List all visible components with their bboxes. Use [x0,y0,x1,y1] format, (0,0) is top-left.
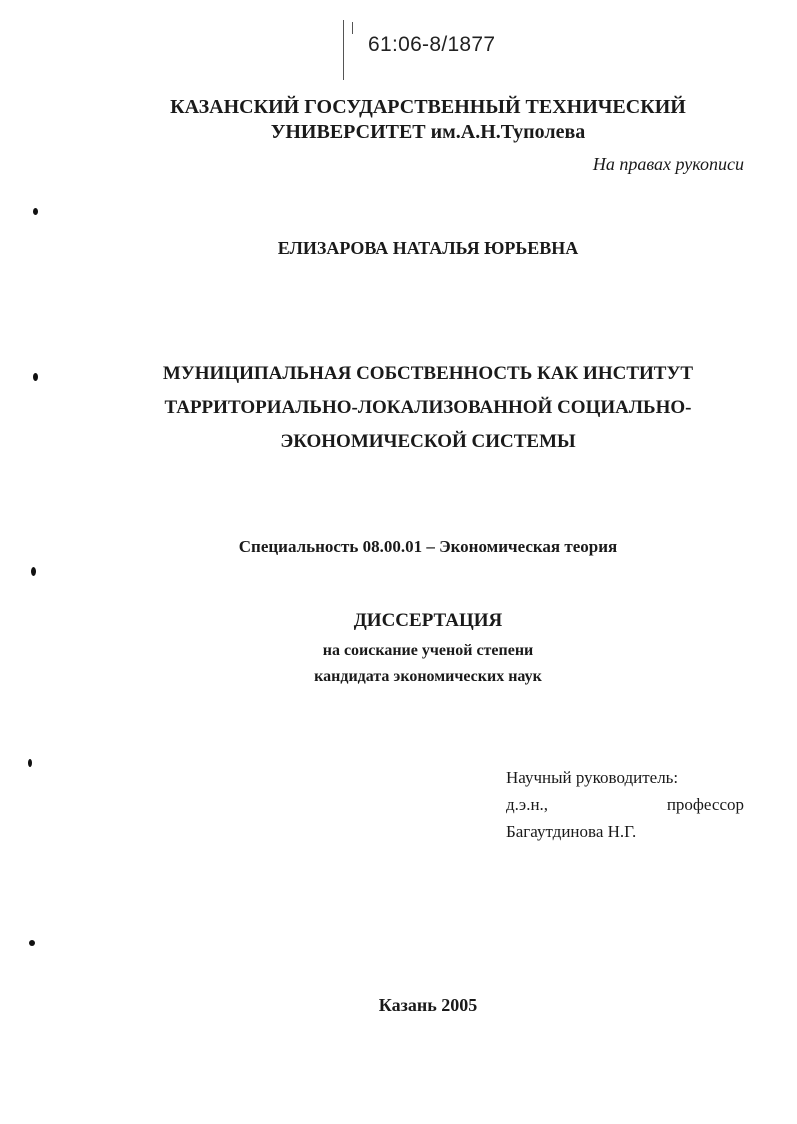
author-name: ЕЛИЗАРОВА НАТАЛЬЯ ЮРЬЕВНА [277,238,579,258]
university-name-line-1: КАЗАНСКИЙ ГОСУДАРСТВЕННЫЙ ТЕХНИЧЕСКИЙ [170,96,686,118]
supervisor-block [506,764,744,845]
punch-hole-mark [31,567,36,576]
punch-hole-mark [33,208,38,215]
dissertation-heading: ДИССЕРТАЦИЯ [353,610,503,631]
dissertation-title [0,357,797,459]
title-line-1: МУНИЦИПАЛЬНАЯ СОБСТВЕННОСТЬ КАК ИНСТИТУТ [162,363,694,384]
supervisor-credentials [506,791,744,818]
supervisor-rank: профессор [666,795,744,814]
title-line-2: ТАРРИТОРИАЛЬНО-ЛОКАЛИЗОВАННОЙ СОЦИАЛЬНО- [164,397,692,418]
specialty-line: Специальность 08.00.01 – Экономическая теория [238,537,618,556]
degree-line-1: на соискание ученой степени [322,642,534,659]
degree-line-2: кандидата экономических наук [314,668,542,685]
university-name [0,95,797,145]
supervisor-name: Багаутдинова Н.Г. [506,822,637,841]
city-year: Казань 2005 [378,995,478,1015]
degree-description [0,638,797,690]
university-name-line-2: УНИВЕРСИТЕТ им.А.Н.Туполева [270,121,586,143]
scan-line-top [343,20,344,80]
punch-hole-mark [28,759,32,767]
library-stamp-code: 61:06-8/1877 [368,33,496,56]
supervisor-degree: д.э.н., [506,795,549,814]
manuscript-rights: На правах рукописи [592,154,744,174]
title-line-3: ЭКОНОМИЧЕСКОЙ СИСТЕМЫ [280,431,576,452]
scan-line-short [352,22,353,34]
punch-hole-mark [29,940,35,946]
supervisor-label: Научный руководитель: [506,768,679,787]
